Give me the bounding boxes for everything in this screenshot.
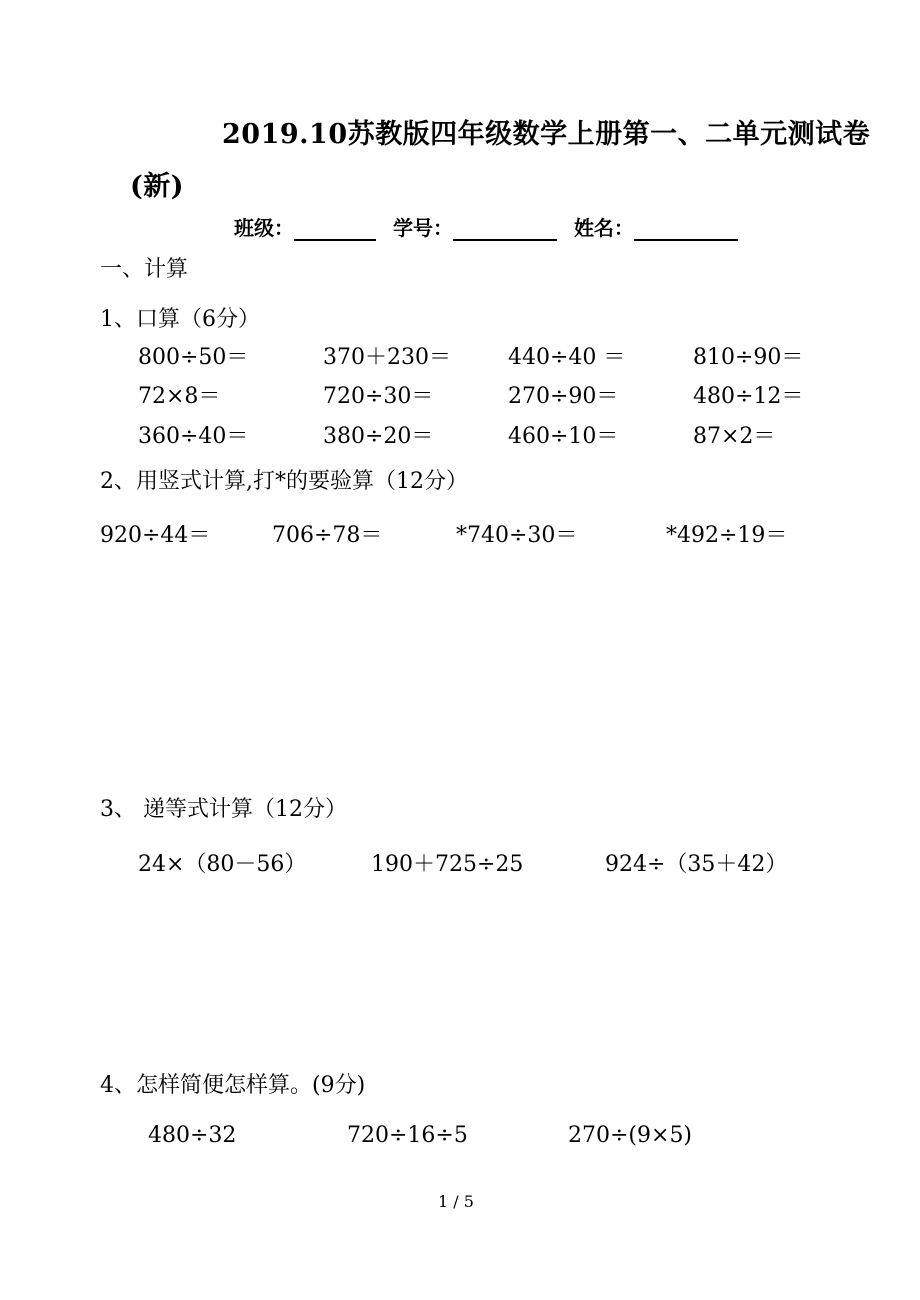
q1-item: 800÷50＝ [138, 345, 249, 370]
q2-heading: 2、用竖式计算,打*的要验算（12分） [100, 469, 468, 494]
document-subtitle: (新) [130, 171, 185, 202]
q3-item: 924÷（35＋42） [605, 852, 788, 877]
q1-item: 380÷20＝ [323, 424, 434, 449]
q2-item: 706÷78＝ [272, 523, 383, 548]
q1-item: 810÷90＝ [693, 345, 804, 370]
section-calculation-heading: 一、计算 [100, 257, 189, 282]
q1-heading: 1、口算（6分） [100, 307, 260, 332]
class-label: 班级： [234, 216, 294, 240]
q1-item: 720÷30＝ [323, 384, 434, 409]
q2-item: 920÷44＝ [100, 523, 211, 548]
name-label: 姓名： [573, 216, 634, 240]
q1-item: 460÷10＝ [508, 424, 619, 449]
q1-item: 440÷40 ＝ [508, 345, 626, 370]
q3-item: 190＋725÷25 [371, 852, 524, 877]
q1-item: 370＋230＝ [323, 345, 451, 370]
q1-item: 270÷90＝ [508, 384, 619, 409]
q2-item: *740÷30＝ [456, 523, 578, 548]
q4-item: 480÷32 [148, 1123, 237, 1148]
q2-item: *492÷19＝ [666, 523, 788, 548]
q1-item: 480÷12＝ [693, 384, 804, 409]
document-title: 2019.10苏教版四年级数学上册第一、二单元测试卷 [222, 119, 871, 150]
q1-item: 87×2＝ [693, 424, 776, 449]
q3-item: 24×（80－56） [138, 852, 307, 877]
student-id-blank[interactable] [453, 217, 557, 241]
q4-item: 270÷(9×5) [568, 1123, 693, 1148]
student-id-label: 学号： [392, 216, 453, 240]
q3-heading: 3、 递等式计算（12分） [100, 797, 347, 822]
q1-item: 72×8＝ [138, 384, 221, 409]
student-info [234, 212, 738, 241]
q4-heading: 4、怎样简便怎样算。(9分) [100, 1073, 366, 1098]
page-number: 1 / 5 [438, 1192, 474, 1211]
q4-item: 720÷16÷5 [347, 1123, 468, 1148]
name-blank[interactable] [634, 217, 738, 241]
q1-item: 360÷40＝ [138, 424, 249, 449]
class-blank[interactable] [294, 217, 376, 241]
